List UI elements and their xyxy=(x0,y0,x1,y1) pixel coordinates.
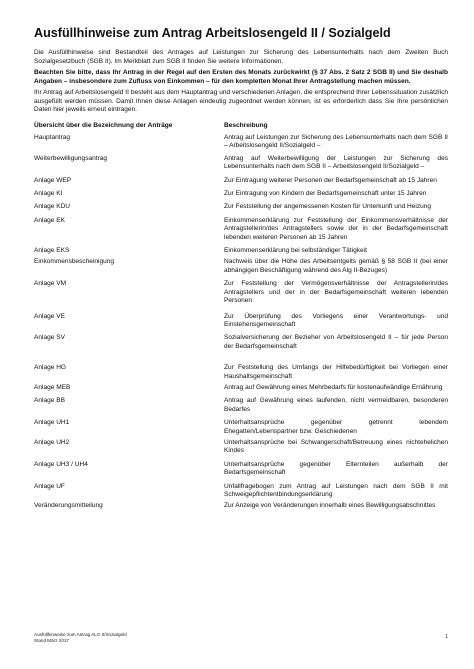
form-name: Anlage EKS xyxy=(34,247,70,255)
form-description: Zur Anzeige von Veränderungen innerhalb eines Bewilligungsabschnittes xyxy=(224,502,436,510)
form-name: Anlage VE xyxy=(34,312,65,320)
table-row xyxy=(34,190,448,198)
form-description: Unterhaltsansprüche gegenüber Elternteilen außerhalb der Bedarfsgemeinschaft xyxy=(224,460,448,477)
table-header xyxy=(34,122,448,131)
form-name: Hauptantrag xyxy=(34,134,71,141)
table-row xyxy=(34,334,448,351)
table-row xyxy=(34,203,448,211)
form-description: Antrag auf Weiterbewilligung der Leistungen zur Sicherung des Lebensunterhalts nach dem SGB II – Arbeitslosengeld II/Sozialgeld – xyxy=(224,154,448,171)
form-description: Zur Feststellung des Umfangs der Hilfebedürftigkeit bei Vorliegen einer Haushaltsgemeinschaft xyxy=(224,364,448,380)
form-description: Zur Feststellung der angemessenen Kosten für Unterkunft und Heizung xyxy=(224,203,432,211)
form-name: Anlage UH3 / UH4 xyxy=(34,460,88,468)
form-description: Unfallfragebogen zum Antrag auf Leistungen nach dem SGB II mit Schweigepflichtentbindungserklärung xyxy=(224,482,448,498)
form-name: Einkommensbescheinigung xyxy=(34,258,115,266)
form-description: Nachweis über die Höhe des Arbeitsentgelts gemäß § 58 SGB II (bei einer abhängigen Beschäftigung während des Alg II-Bezuges) xyxy=(224,258,448,274)
form-name: Anlage UF xyxy=(34,482,65,490)
table-row xyxy=(34,439,448,456)
table-row xyxy=(34,397,448,414)
form-name: Anlage HG xyxy=(34,364,67,372)
table-row xyxy=(34,461,448,478)
form-description: Unterhaltsansprüche gegenüber getrennt lebendem Ehegatten/Lebenspartner bzw. Geschiedenen xyxy=(224,419,448,435)
form-name: Weiterbewilligungsantrag xyxy=(34,154,108,162)
table-row xyxy=(34,483,448,500)
table-row xyxy=(34,502,448,510)
form-description: Einkommenserklärung bei selbständiger Tätigkeit xyxy=(224,247,367,255)
form-description: Unterhaltsansprüche bei Schwangerschaft/Betreuung eines nichtehelichen Kindes xyxy=(224,438,448,455)
form-name: Anlage SV xyxy=(34,334,65,342)
page-title: Ausfüllhinweise zum Antrag Arbeitslosengeld II / Sozialgeld xyxy=(34,26,391,40)
form-description: Zur Feststellung der Vermögensverhältnisse der Antragstellerin/des Antragstellers und der in der Bedarfsgemeinschaft weiteren lebenden Personen xyxy=(224,280,448,305)
form-description: Zur Überprüfung des Vorliegens einer Verantwortungs- und Einstehensgemeinschaft xyxy=(224,312,448,328)
form-name: Anlage MEB xyxy=(34,383,71,391)
table-row xyxy=(34,313,448,330)
table-row xyxy=(34,217,448,242)
form-name: Anlage EK xyxy=(34,216,65,224)
table-row xyxy=(34,280,448,305)
form-description: Einkommenserklärung zur Feststellung der Einkommensverhältnisse der Antragstellerin/des Antragstellers sowie der in der Bedarfsgemeinschaft lebenden weiteren Personen ab 15 Jahren xyxy=(224,216,448,241)
intro-paragraph: Die Ausfüllhinweise sind Bestandteil des Antrages auf Leistungen zur Sicherung des Lebensunterhalts nach dem Zweiten Buch Sozialgesetzbuch (SGB II). Im Merkblatt zum SGB II finden Sie weitere Informationen. xyxy=(34,49,448,65)
table-row xyxy=(34,177,448,185)
column-header-description: Beschreibung xyxy=(224,121,268,129)
form-name: Anlage KDU xyxy=(34,203,71,211)
table-row xyxy=(34,247,448,255)
footer-doc-title: Ausfüllhinweise zum Antrag ALG II/Sozialgeld xyxy=(34,632,127,637)
form-description: Antrag auf Gewährung eines laufenden, nicht vermeidbaren, besonderen Bedarfes xyxy=(224,397,448,413)
form-name: Anlage WEP xyxy=(34,176,72,184)
forms-table xyxy=(34,134,448,511)
form-description: Zur Eintragung von Kindern der Bedarfsgemeinschaft unter 15 Jahren xyxy=(224,190,427,198)
footer-date: Stand März 2017 xyxy=(34,637,69,643)
table-row xyxy=(34,384,448,392)
form-name: Anlage VM xyxy=(34,280,67,288)
table-row xyxy=(34,364,448,381)
column-header-name: Übersicht über die Bezeichnung der Anträge xyxy=(34,121,173,129)
table-row xyxy=(34,258,448,275)
form-name: Anlage UH2 xyxy=(34,438,70,446)
form-description: Zur Eintragung weiterer Personen der Bedarfsgemeinschaft ab 15 Jahren xyxy=(224,176,437,184)
table-row xyxy=(34,419,448,436)
page-footer xyxy=(34,632,448,643)
form-description: Antrag auf Gewährung eines Mehrbedarfs für kostenaufwändige Ernährung xyxy=(224,383,443,391)
form-name: Veränderungsmitteilung xyxy=(34,502,103,510)
form-description: Antrag auf Leistungen zur Sicherung des Lebensunterhalts nach dem SGB II – Arbeitslosengeld II/Sozialgeld – xyxy=(224,134,448,150)
notice-paragraph: Beachten Sie bitte, dass Ihr Antrag in der Regel auf den Ersten des Monats zurückwirkt (§ 37 Abs. 2 Satz 2 SGB II) und Sie deshalb Angaben – insbesondere zum Zufluss von Einkommen – für den kompletten Monat Ihrer Antragstellung machen müssen. xyxy=(34,69,448,85)
table-row xyxy=(34,134,448,151)
form-name: Anlage BB xyxy=(34,397,65,405)
form-description: Sozialversicherung der Bezieher von Arbeitslosengeld II – für jede Person der Bedarfsgemeinschaft xyxy=(224,334,448,350)
document-page xyxy=(34,26,448,511)
page-number: 1 xyxy=(445,634,448,640)
table-row xyxy=(34,155,448,172)
explain-paragraph: Ihr Antrag auf Arbeitslosengeld II besteht aus dem Hauptantrag und verschiedenen Anlagen, die entsprechend Ihrer Lebenssituation zusätzlich ausgefüllt werden müssen. Damit Ihnen diese Anlagen eindeutig zugeordnet werden können, ist es erforderlich dass Sie Ihre persönlichen Daten hier jeweils erneut eintragen. xyxy=(34,89,448,113)
form-name: Anlage KI xyxy=(34,190,63,198)
form-name: Anlage UH1 xyxy=(34,419,70,427)
